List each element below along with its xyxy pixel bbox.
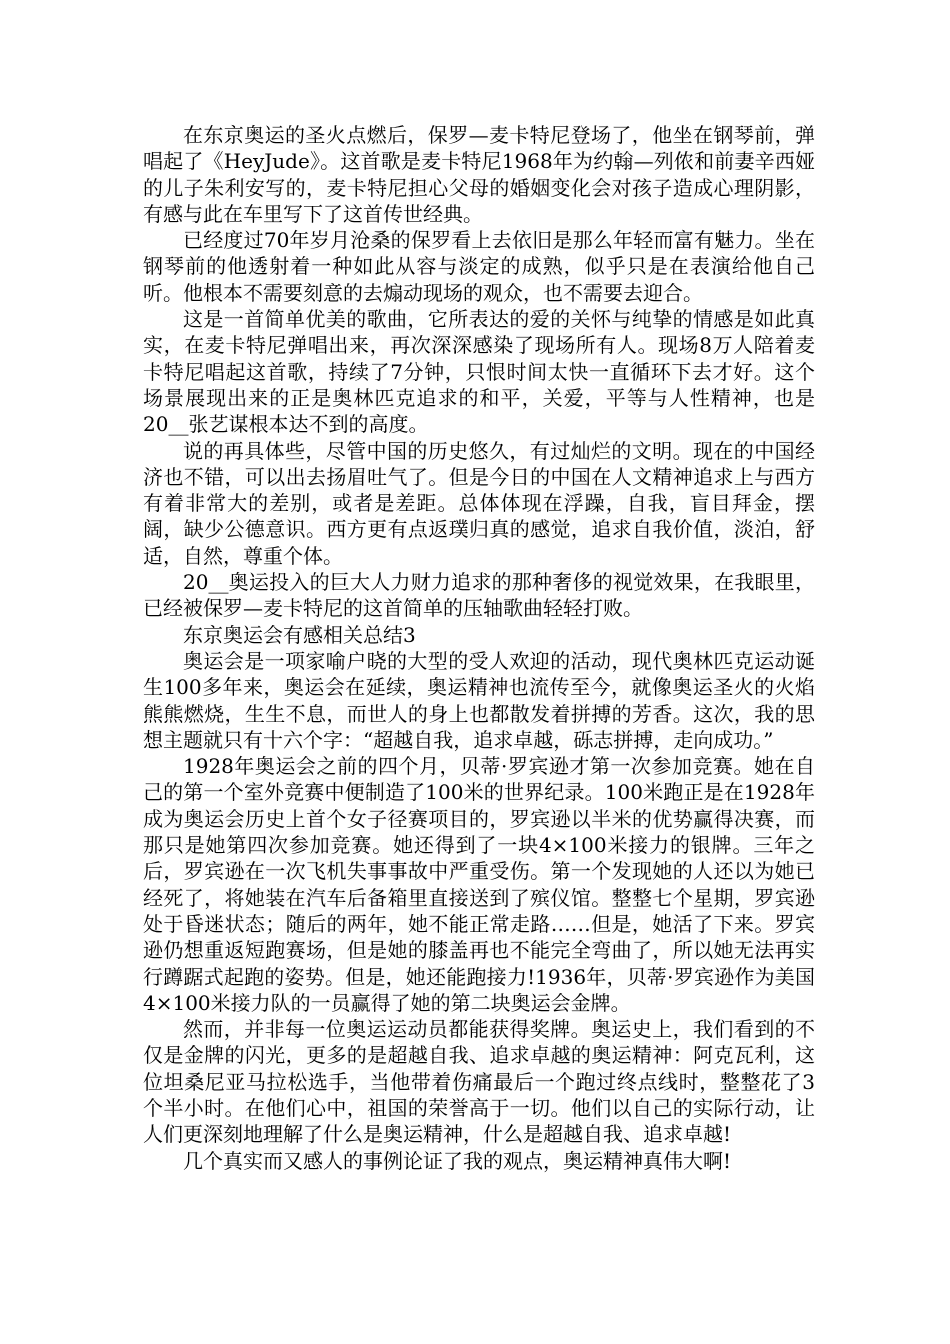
paragraph-paul-charm: 已经度过70年岁月沧桑的保罗看上去依旧是那么年轻而富有魅力。坐在钢琴前的他透射着一种如此从容与淡定的成熟，似乎只是在表演给他自己听。他根本不需要刻意的去煽动现场的观众，也不需要去迎合。 — [143, 228, 815, 305]
paragraph-song-feeling: 这是一首简单优美的歌曲，它所表达的爱的关怀与纯挚的情感是如此真实，在麦卡特尼弹唱出来，再次深深感染了现场所有人。现场8万人陪着麦卡特尼唱起这首歌，持续了7分钟，只恨时间太快一直循环下去才好。这个场景展现出来的正是奥林匹克追求的和平，关爱，平等与人性精神，也是20__张艺谋根本达不到的高度。 — [143, 307, 815, 437]
paragraph-tokyo-opening: 在东京奥运的圣火点燃后，保罗—麦卡特尼登场了，他坐在钢琴前，弹唱起了《HeyJude》。这首歌是麦卡特尼1968年为约翰—列侬和前妻辛西娅的儿子朱利安写的，麦卡特尼担心父母的婚姻变化会对孩子造成心理阴影，有感与此在车里写下了这首传世经典。 — [143, 123, 815, 226]
paragraph-conclusion: 几个真实而又感人的事例论证了我的观点，奥运精神真伟大啊! — [183, 1148, 732, 1173]
paragraph-akhwari: 然而，并非每一位奥运运动员都能获得奖牌。奥运史上，我们看到的不仅是金牌的闪光，更多的是超越自我、追求卓越的奥运精神：阿克瓦利，这位坦桑尼亚马拉松选手，当他带着伤痛最后一个跑过终点线时，整整花了3个半小时。在他们心中，祖国的荣誉高于一切。他们以自己的实际行动，让人们更深刻地理解了什么是奥运精神，什么是超越自我、追求卓越! — [143, 1017, 815, 1147]
paragraph-betty-robinson: 1928年奥运会之前的四个月，贝蒂·罗宾逊才第一次参加竞赛。她在自己的第一个室外竞赛中便制造了100米的世界纪录。100米跑正是在1928年成为奥运会历史上首个女子径赛项目的，罗宾逊以半米的优势赢得决赛，而那只是她第四次参加竞赛。她还得到了一块4×100米接力的银牌。三年之后，罗宾逊在一次飞机失事事故中严重受伤。第一个发现她的人还以为她已经死了，将她装在汽车后备箱里直接送到了殡仪馆。整整七个星期，罗宾逊处于昏迷状态；随后的两年，她不能正常走路……但是，她活了下来。罗宾逊仍想重返短跑赛场，但是她的膝盖再也不能完全弯曲了，所以她无法再实行蹲踞式起跑的姿势。但是，她还能跑接力!1936年，贝蒂·罗宾逊作为美国4×100米接力队的一员赢得了她的第二块奥运会金牌。 — [143, 754, 815, 1015]
document-body — [143, 122, 815, 1174]
paragraph-china-west: 说的再具体些，尽管中国的历史悠久，有过灿烂的文明。现在的中国经济也不错，可以出去扬眉吐气了。但是今日的中国在人文精神追求上与西方有着非常大的差别，或者是差距。总体体现在浮躁，自我，盲目拜金，摆阔，缺少公德意识。西方更有点返璞归真的感觉，追求自我价值，淡泊，舒适，自然，尊重个体。 — [143, 438, 815, 568]
paragraph-olympic-intro: 奥运会是一项家喻户晓的大型的受人欢迎的活动，现代奥林匹克运动诞生100多年来，奥运会在延续，奥运精神也流传至今，就像奥运圣火的火焰熊熊燃烧，生生不息，而世人的身上也都散发着拼搏的芳香。这次，我的思想主题就只有十六个字：“超越自我，追求卓越，砾志拼搏，走向成功。” — [143, 648, 815, 752]
section-heading: 东京奥运会有感相关总结3 — [183, 622, 416, 647]
paragraph-olympic-spending: 20__奥运投入的巨大人力财力追求的那种奢侈的视觉效果，在我眼里，已经被保罗—麦卡特尼的这首简单的压轴歌曲轻轻打败。 — [143, 570, 815, 621]
